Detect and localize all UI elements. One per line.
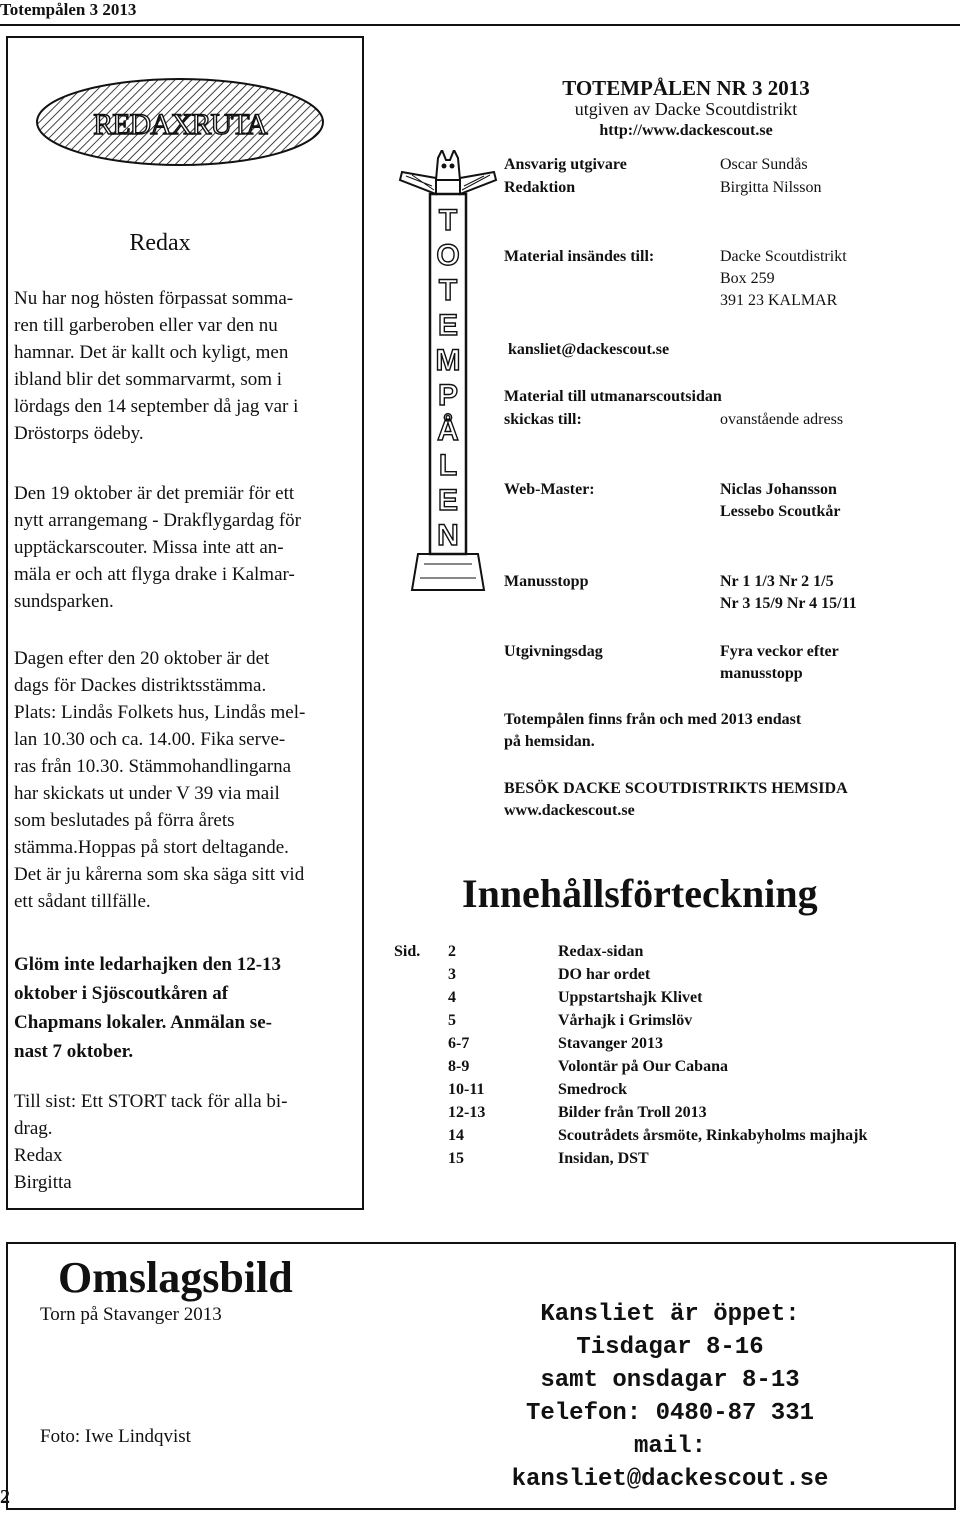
text-line: mäla er och att flyga drake i Kalmar- — [14, 564, 295, 585]
manusstopp-label: Manusstopp — [504, 573, 589, 590]
masthead-url[interactable]: http://www.dackescout.se — [599, 122, 773, 139]
omslag-photo-credit: Foto: Iwe Lindqvist — [40, 1426, 191, 1447]
besok-line[interactable]: www.dackescout.se — [504, 802, 635, 819]
finns-note — [504, 709, 801, 753]
redax-paragraph-3 — [14, 645, 356, 915]
ansvarig-value: Oscar Sundås — [720, 156, 808, 173]
redax-paragraph-5 — [14, 1088, 356, 1196]
utmanar-label: Material till utmanarscoutsidan — [504, 388, 722, 405]
toc-entry-title: Redax-sidan — [558, 943, 644, 960]
text-line: upptäckarscouter. Missa inte att an- — [14, 537, 284, 558]
finns-line: på hemsidan. — [504, 733, 595, 750]
text-line: hamnar. Det är kallt och kyligt, men — [14, 342, 289, 363]
toc-row — [448, 1124, 948, 1147]
manusstopp-value — [720, 571, 857, 615]
text-line: Redax — [14, 1145, 63, 1166]
text-line: nast 7 oktober. — [14, 1041, 134, 1062]
material-label: Material insändes till: — [504, 248, 655, 265]
page-number: 2 — [0, 1486, 10, 1508]
text-line: Dagen efter den 20 oktober är det — [14, 648, 270, 669]
redaktion-value: Birgitta Nilsson — [720, 179, 822, 196]
redax-paragraph-4 — [14, 950, 356, 1066]
material-address — [720, 246, 847, 312]
kansliet-hours — [470, 1298, 870, 1496]
text-line: drag. — [14, 1118, 53, 1139]
webmaster-value — [720, 479, 840, 523]
toc-list — [448, 940, 948, 1170]
totem-letter: Å — [437, 414, 459, 447]
page-header-title: Totempålen 3 2013 — [0, 0, 137, 19]
besok-line: BESÖK DACKE SCOUTDISTRIKTS HEMSIDA — [504, 780, 848, 797]
toc-row — [448, 1101, 948, 1124]
header-rule — [0, 24, 960, 26]
address-line: 391 23 KALMAR — [720, 292, 838, 309]
toc-page-number: 14 — [448, 1127, 464, 1144]
toc-sid-label: Sid. — [394, 943, 421, 960]
text-line: Det är ju kårerna som ska säga sitt vid — [14, 864, 305, 885]
toc-entry-title: Insidan, DST — [558, 1150, 649, 1167]
text-line: Chapmans lokaler. Anmälan se- — [14, 1012, 272, 1033]
text-line: Plats: Lindås Folkets hus, Lindås mel- — [14, 702, 306, 723]
text-line: har skickats ut under V 39 via mail — [14, 783, 280, 804]
toc-row — [448, 1009, 948, 1032]
toc-row — [448, 963, 948, 986]
toc-row — [448, 940, 948, 963]
text-line: ras från 10.30. Stämmohandlingarna — [14, 756, 292, 777]
totem-letter: O — [436, 239, 460, 272]
kansliet-line: Tisdagar 8-16 — [576, 1334, 764, 1361]
toc-page-number: 5 — [448, 1012, 456, 1029]
text-line: ren till garberoben eller var den nu — [14, 315, 278, 336]
text-line: Dröstorps ödeby. — [14, 423, 144, 444]
webmaster-line: Niclas Johansson — [720, 481, 837, 498]
kansliet-line: samt onsdagar 8-13 — [540, 1367, 800, 1394]
text-line: Glöm inte ledarhajken den 12-13 — [14, 954, 282, 975]
text-line: ibland blir det sommarvarmt, som i — [14, 369, 283, 390]
masthead-title: TOTEMPÅLEN NR 3 2013 — [562, 76, 810, 100]
text-line: stämma.Hoppas på stort deltagande. — [14, 837, 289, 858]
text-line: som beslutades på förra årets — [14, 810, 235, 831]
toc-title: Innehållsförteckning — [462, 871, 818, 916]
besok-note — [504, 778, 848, 822]
redax-paragraph-2 — [14, 480, 356, 615]
toc-row — [448, 986, 948, 1009]
redaxruta-banner — [34, 76, 326, 168]
toc-row — [448, 1147, 948, 1170]
text-line: ett sådant tillfälle. — [14, 891, 151, 912]
toc-entry-title: Bilder från Troll 2013 — [558, 1104, 707, 1121]
finns-line: Totempålen finns från och med 2013 endast — [504, 711, 802, 728]
totem-letter: T — [438, 204, 458, 237]
manusstopp-line: Nr 3 15/9 Nr 4 15/11 — [720, 595, 857, 612]
text-line: Till sist: Ett STORT tack för alla bi- — [14, 1091, 288, 1112]
toc-page-number: 4 — [448, 989, 456, 1006]
totem-letter: L — [438, 449, 458, 482]
text-line: dags för Dackes distriktsstämma. — [14, 675, 267, 696]
text-line: lan 10.30 och ca. 14.00. Fika serve- — [14, 729, 286, 750]
totem-letter: M — [435, 344, 461, 377]
kansliet-line: Telefon: 0480-87 331 — [525, 1400, 815, 1427]
text-line: oktober i Sjöscoutkåren af — [14, 983, 229, 1004]
omslag-title: Omslagsbild — [58, 1253, 293, 1302]
webmaster-line: Lessebo Scoutkår — [720, 503, 841, 520]
manusstopp-line: Nr 1 1/3 Nr 2 1/5 — [720, 573, 834, 590]
toc-entry-title: DO har ordet — [558, 966, 651, 983]
text-line: Nu har nog hösten förpassat somma- — [14, 288, 294, 309]
skickas-value: ovanstående adress — [720, 411, 844, 428]
address-line: Box 259 — [720, 270, 775, 287]
address-line: Dacke Scoutdistrikt — [720, 248, 847, 265]
totem-letter: E — [437, 309, 459, 342]
text-line: Birgitta — [14, 1172, 72, 1193]
toc-entry-title: Scoutrådets årsmöte, Rinkabyholms majhajk — [558, 1127, 868, 1144]
toc-page-number: 10-11 — [448, 1081, 485, 1098]
totem-letter: E — [437, 484, 459, 517]
omslag-subtitle: Torn på Stavanger 2013 — [40, 1304, 222, 1325]
toc-page-number: 12-13 — [448, 1104, 486, 1121]
toc-entry-title: Volontär på Our Cabana — [558, 1058, 728, 1075]
kansliet-line: Kansliet är öppet: — [540, 1301, 800, 1328]
toc-row — [448, 1078, 948, 1101]
utgivning-value — [720, 641, 839, 685]
toc-page-number: 15 — [448, 1150, 464, 1167]
kansliet-line[interactable]: mail: kansliet@dackescout.se — [511, 1433, 829, 1493]
redaktion-label: Redaktion — [504, 179, 576, 196]
ansvarig-label: Ansvarig utgivare — [504, 156, 627, 173]
toc-page-number: 8-9 — [448, 1058, 470, 1075]
totem-letter: T — [438, 274, 458, 307]
totem-letter: N — [437, 519, 459, 552]
toc-page-number: 2 — [448, 943, 456, 960]
toc-entry-title: Stavanger 2013 — [558, 1035, 664, 1052]
utgivning-line: manusstopp — [720, 665, 803, 682]
utgivning-line: Fyra veckor efter — [720, 643, 839, 660]
toc-entry-title: Smedrock — [558, 1081, 628, 1098]
utgivning-label: Utgivningsdag — [504, 643, 603, 660]
text-line: lördags den 14 september då jag var i — [14, 396, 299, 417]
toc-entry-title: Vårhajk i Grimslöv — [558, 1012, 693, 1029]
totem-pole-illustration — [398, 150, 498, 595]
toc-row — [448, 1055, 948, 1078]
redax-paragraph-1 — [14, 285, 356, 447]
text-line: nytt arrangemang - Drakflygardag för — [14, 510, 301, 531]
masthead-subtitle: utgiven av Dacke Scoutdistrikt — [574, 99, 798, 119]
text-line: sundsparken. — [14, 591, 114, 612]
email-link[interactable]: kansliet@dackescout.se — [508, 341, 670, 358]
toc-entry-title: Uppstartshajk Klivet — [558, 989, 703, 1006]
text-line: Den 19 oktober är det premiär för ett — [14, 483, 295, 504]
toc-page-number: 6-7 — [448, 1035, 470, 1052]
redaxruta-text: REDAXRUTA — [93, 108, 267, 141]
redax-heading: Redax — [129, 230, 191, 256]
skickas-label: skickas till: — [504, 411, 582, 428]
toc-page-number: 3 — [448, 966, 456, 983]
toc-row — [448, 1032, 948, 1055]
totem-letter: P — [437, 379, 459, 412]
webmaster-label: Web-Master: — [504, 481, 595, 498]
